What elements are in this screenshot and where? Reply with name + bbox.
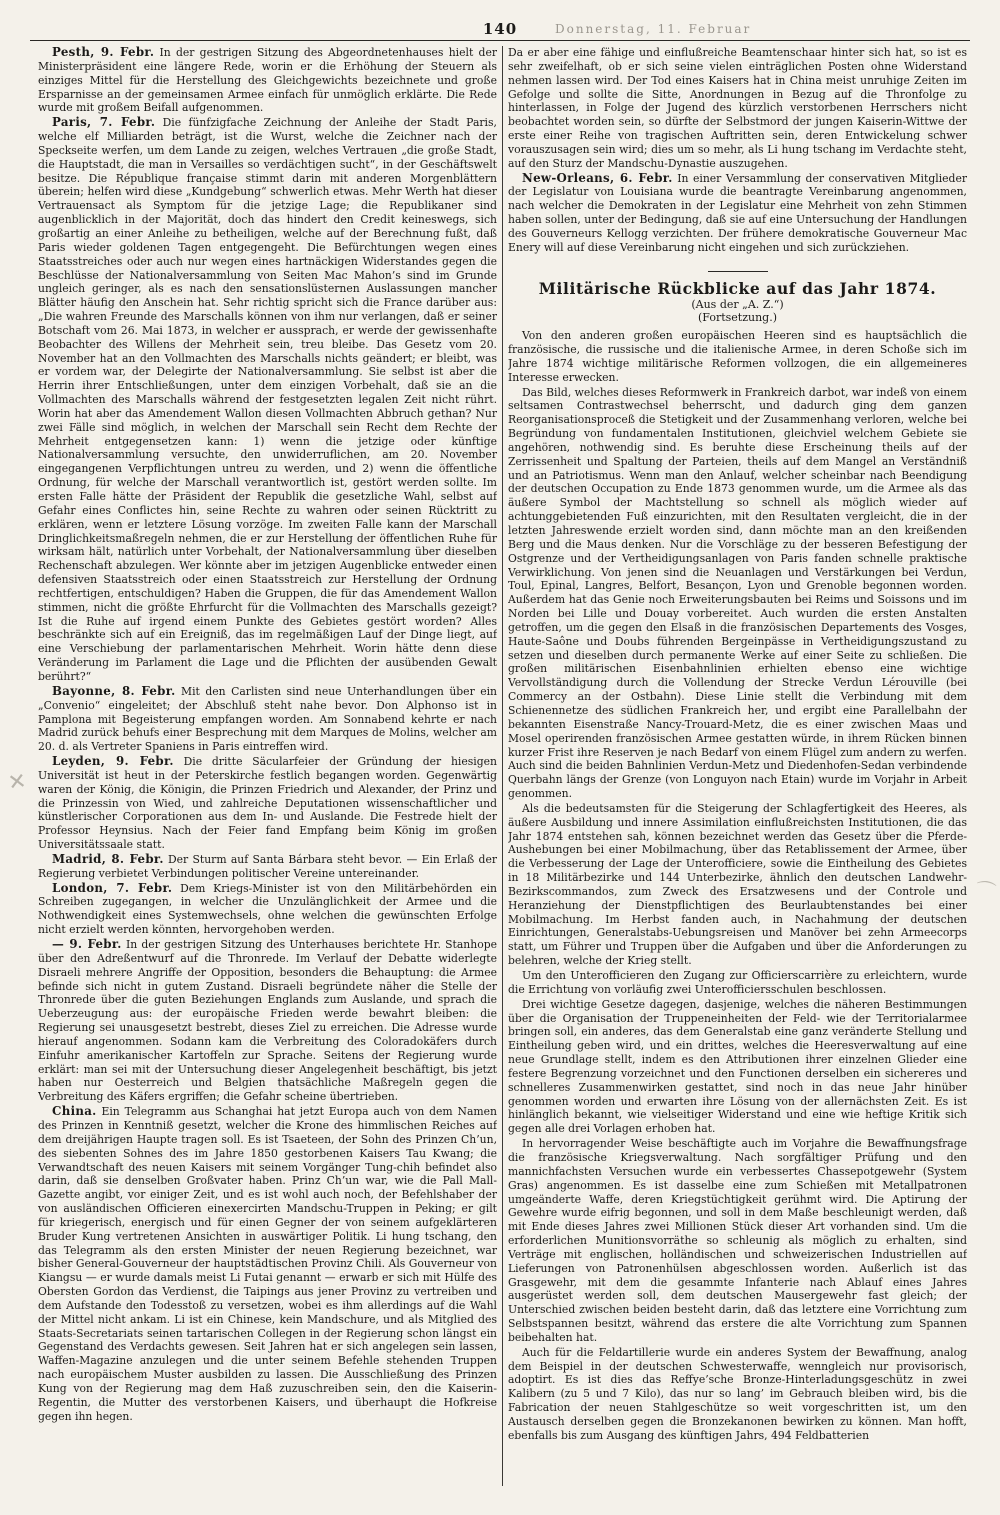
news-item xyxy=(38,853,497,881)
dateline: Madrid, 8. Febr. xyxy=(52,851,164,866)
news-text: Die dritte Säcularfeier der Gründung der hiesigen Universität ist heut in der Peterskirche festlich begangen worden. Gegenwärtig waren der König, die Königin, die Prinzen Friedrich und Alexander, der Prinz und die Prinzessin von Wied, und zahlreiche Deputationen wissenschaftlicher und künstlerischer Corporationen aus dem In- und Auslande. Die Festrede hielt der Professor Heynsius. Nach der Feier fand Empfang beim König im großen Universitätssaale statt. xyxy=(38,755,497,852)
news-item xyxy=(38,685,497,754)
margin-mark-right: ⌒ xyxy=(974,877,998,905)
section-paragraph: In hervorragender Weise beschäftigte auch im Vorjahre die Bewaffnungsfrage die französische Kriegsverwaltung. Nach sorgfältiger Prüfung und den mannichfachsten Versuchen wurde ein verbessertes Chassepotgewehr (System Gras) angenommen. Es ist dasselbe eine zum Schießen mit Metallpatronen umgeänderte Waffe, deren Kriegstüchtigkeit gerühmt wird. Die Aptirung der Gewehre wurde eifrig begonnen, und soll in dem Maße beschleunigt werden, daß mit Ende dieses Jahres zwei Millionen Stück dieser Art vorhanden sind. Um die erforderlichen Munitionsvorräthe so schleunig als möglich zu erhalten, sind Verträge mit englischen, holländischen und schweizerischen Industriellen auf Lieferungen von Patronenhülsen abgeschlossen worden. Außerlich ist das Grasgewehr, mit dem die gesammte Infanterie nach Ablauf eines Jahres ausgerüstet werden soll, dem deutschen Mausergewehr fast gleich; der Unterschied zwischen beiden besteht darin, daß das letztere eine Vorrichtung zum Selbstspannen besitzt, während das erstere die alte Vorrichtung zum Spannen beibehalten hat. xyxy=(508,1137,967,1344)
section-paragraph: Auch für die Feldartillerie wurde ein anderes System der Bewaffnung, analog dem Beispiel in der deutschen Schwesterwaffe, wenngleich nur provisorisch, adoptirt. Es ist dies das Reffye’sche Bronze-Hinterladungsgeschütz in zwei Kalibern (zu 5 und 7 Kilo), das nur so lang’ im Gebrauch bleiben wird, bis die Fabrication der neuen Stahlgeschütze so weit vorgeschritten ist, um den Austausch derselben gegen die Bronzekanonen bewirken zu können. Man hofft, ebenfalls bis zum Ausgang des künftigen Jahrs, 494 Feldbatterien xyxy=(508,1345,967,1442)
news-text: Ein Telegramm aus Schanghai hat jetzt Europa auch von dem Namen des Prinzen in Kenntniß gesetzt, welcher die Krone des himmlischen Reiches auf dem dreijährigen Haupte tragen soll. Es ist Tsaeteen, der Sohn des Prinzen Ch’un, des siebenten Sohnes des im Jahre 1850 gestorbenen Kaisers Tau Kwang; die Verwandtschaft des neuen Kaisers mit seinem Vorgänger Tung-chih befindet also darin, daß sie denselben Großvater haben. Prinz Ch’un war, wie die Pall Mall-Gazette angibt, vor einiger Zeit, und es ist wohl auch noch, der Befehlshaber der von ausländischen Officieren einexercirten Mandschu-Truppen in Peking; er gilt für kriegerisch, energisch und für einen Gegner der von seinem aufgeklärteren Bruder Kung vertretenen Ansichten in auswärtiger Politik. Li hung tschang, den das Telegramm als den ersten Minister der neuen Regierung bezeichnet, war bisher General-Gouverneur der hauptstädtischen Provinz Chili. Als Gouverneur von Kiangsu — er wurde damals meist Li Futai genannt — erwarb er sich mit Hülfe des Obersten Gordon das Verdienst, die Taipings aus jener Provinz zu vertreiben und dem Aufstande den Todesstoß zu versetzen, wobei es ihm allerdings auf die Wahl der Mittel nicht ankam. Li ist ein Chinese, kein Mandschure, und als Mitglied des Staats-Secretariats seinen tartarischen Collegen in der Regierung schon längst ein Gegenstand des Verdachts gewesen. Seit Jahren hat er sich angelegen sein lassen, Waffen-Magazine anzulegen und die unter seinem Befehle stehenden Truppen nach europäischem Muster ausbilden zu lassen. Die Ausschließung des Prinzen Kung von der Regierung mag dem Haß zuzuschreiben sein, den die Kaiserin-Regentin, die Mutter des verstorbenen Kaisers, und überhaupt die Hofkreise gegen ihn hegen. xyxy=(38,1105,497,1423)
dateline: London, 7. Febr. xyxy=(52,880,173,895)
news-text: Die fünfzigfache Zeichnung der Anleihe der Stadt Paris, welche elf Milliarden beträgt, ist die Wurst, welche die Zeichner nach der Speckseite werfen, um dem Lande zu zeigen, welches Vertrauen „die große Stadt, die Hauptstadt, die man in Versailles so verdächtigen sucht“, in der Geschäftswelt besitze. Die République française stimmt darin mit anderen Morgenblättern überein; helfen wird diese „Kundgebung“ schwerlich etwas. Mehr Werth hat dieser Vertrauensact als Symptom für die jetzige Lage; die Republikaner sind augenblicklich in der Majorität, doch das hindert den Credit keineswegs, sich großartig an einer Anleihe zu betheiligen, welche auf der Berechnung fußt, daß Paris wieder goldenen Tagen entgegengeht. Die Befürchtungen wegen eines Staatsstreiches oder auch nur wegen eines hartnäckigen Widerstandes gegen die Beschlüsse der Nationalversammlung von Seiten Mac Mahon’s sind im Grunde ungleich geringer, als es nach den sensationslüsternen Auslassungen mancher Blätter häufig den Anschein hat. Sehr richtig spricht sich die France darüber aus: „Die wahren Freunde des Marschalls können von ihm nur verlangen, daß er seiner Botschaft vom 26. Mai 1873, in welcher er aussprach, er werde der gewissenhafte Beobachter des Willens der Mehrheit sein, treu bleibe. Das Gesetz vom 20. November hat an den Vollmachten des Marschalls nichts geändert; er bleibt, was er vordem war, der Delegirte der Nationalversammlung. Sie selbst ist aber die Herrin ihrer Entschließungen, unter dem einzigen Vorbehalt, daß sie an die Vollmachten des Marschalls während der festgesetzten legalen Zeit nicht rührt. Worin hat aber das Amendement Wallon diesen Vollmachten Abbruch gethan? Nur zwei Fälle sind möglich, in welchen der Marschall sein Recht dem Rechte der Mehrheit entgegensetzen kann: 1) wenn die jetzige oder künftige Nationalversammlung versuchte, den unwiderruflichen, am 20. November eingegangenen Verpflichtungen untreu zu werden, und 2) wenn die öffentliche Ordnung, für welche der Marschall verantwortlich ist, gestört werden sollte. Im ersten Falle hätte der Präsident der Republik die gesetzliche Wahl, selbst auf Gefahr eines Conflictes hin, seine Rechte zu wahren oder seinen Rücktritt zu erklären, wenn er letztere Lösung vorzöge. Im zweiten Falle kann der Marschall Dringlichkeitsmaßregeln nehmen, die er zur Herstellung der öffentlichen Ruhe für wirksam hält, natürlich unter Vorbehalt, der Nationalversammlung über dieselben Rechenschaft abzulegen. Wer könnte aber im jetzigen Augenblicke entweder einen defensiven Staatsstreich oder einen Staatsstreich zur Herstellung der Ordnung rechtfertigen, entschuldigen? Haben die Gruppen, die für das Amendement Wallon stimmen, nicht die größte Ehrfurcht für die Vollmachten des Marschalls gezeigt? Ist die Ruhe auf irgend einem Punkte des Gebietes gestört worden? Alles beschränkte sich auf ein Ereigniß, das im regelmäßigen Lauf der Dinge liegt, auf eine Verschiebung der parlamentarischen Mehrheit. Worin hätte denn diese Veränderung im Parlament die Lage und die Pflichten der ausübenden Gewalt berührt?“ xyxy=(38,116,497,683)
section-paragraph: Als die bedeutsamsten für die Steigerung der Schlagfertigkeit des Heeres, als äußere Ausbildung und innere Assimilation einflußreichsten Institutionen, die das Jahr 1874 entstehen sah, können bezeichnet werden das Gesetz über die Pferde-Aushebungen bei einer Mobilmachung, über das Retablissement der Armee, über die Verbesserung der Lage der Unterofficiere, sowie die Eintheilung des Gebietes in 18 Militärbezirke und 144 Unterbezirke, ähnlich den deutschen Landwehr-Bezirkscommandos, zum Zweck des Ersatzwesens und der Controle und Heranziehung der Dienstpflichtigen des Beurlaubtenstandes bei einer Mobilmachung. Im Herbst fanden auch, in Nachahmung der deutschen Einrichtungen, Generalstabs-Uebungsreisen und Manöver bei zehn Armeecorps statt, um Führer und Truppen über die Aufgaben und über die Anforderungen zu belehren, welche der Krieg stellt. xyxy=(508,801,967,968)
news-text: In einer Versammlung der conservativen Mitglieder der Legislatur von Louisiana wurde die beantragte Vereinbarung angenommen, nach welcher die Demokraten in der Legislatur eine Mehrheit von zehn Stimmen haben sollen, unter der Bedingung, daß sie auf eine Untersuchung der Handlungen des Gouverneurs Kellogg verzichten. Der frühere demokratische Gouverneur Mac Enery will auf diese Vereinbarung nicht eingehen und sich zurückziehen. xyxy=(508,171,967,254)
dateline: China. xyxy=(52,1104,97,1119)
header-ghost-text: Donnerstag, 11. Februar xyxy=(555,22,752,36)
news-item xyxy=(38,116,497,684)
news-item xyxy=(38,1105,497,1423)
news-text: In der gestrigen Sitzung des Unterhauses berichtete Hr. Stanhope über den Adreßentwurf auf die Thronrede. Im Verlauf der Debatte widerlegte Disraeli mehrere Angriffe der Opposition, besonders die Behauptung: die Armee befinde sich nicht in gutem Zustand. Disraeli begründete näher die Stelle der Thronrede über die guten Beziehungen Englands zum Auslande, und sprach die Ueberzeugung aus: der europäische Frieden werde bewahrt bleiben: die Regierung sei unausgesetzt bestrebt, dieses Ziel zu erreichen. Die Adresse wurde hierauf angenommen. Sodann kam die Verbreitung des Coloradokäfers durch Einfuhr amerikanischer Kartoffeln zur Sprache. Seitens der Regierung wurde erklärt: man sei mit der Untersuchung dieser Angelegenheit beschäftigt, bis jetzt haben nur Oesterreich und Belgien thatsächliche Maßregeln gegen die Verbreitung des Käfers ergriffen; die Gefahr scheine übertrieben. xyxy=(38,938,497,1104)
page-number: 140 xyxy=(482,20,518,38)
section-paragraph: Von den anderen großen europäischen Heeren sind es hauptsächlich die französische, die russische und die italienische Armee, in deren Schoße sich im Jahre 1874 wichtige militärische Reformen vollzogen, die ein allgemeineres Interesse erwecken. xyxy=(508,329,967,384)
news-text: Da er aber eine fähige und einflußreiche Beamtenschaar hinter sich hat, so ist es sehr zweifelhaft, ob er sich seine vielen einträglichen Posten ohne Widerstand nehmen lassen wird. Der Tod eines Kaisers hat in China meist unruhige Zeiten im Gefolge und sollte die Sitte, Anordnungen in Bezug auf die Thronfolge zu hinterlassen, in Folge der Jugend des kürzlich verstorbenen Herrschers nicht beobachtet worden sein, so dürfte der Selbstmord der jungen Kaiserin-Wittwe der erste einer Reihe von tragischen Auftritten sein, deren Entwickelung schwer vorauszusagen sein wird; dies um so mehr, als Li hung tschang im Verdachte steht, auf den Sturz der Mandschu-Dynastie auszugehen. xyxy=(508,46,967,170)
header-rule xyxy=(30,40,970,41)
news-text: Der Sturm auf Santa Bárbara steht bevor. — Ein Erlaß der Regierung verbietet Verbindungen politischer Vereine untereinander. xyxy=(38,852,497,880)
column-divider xyxy=(502,46,503,1486)
dateline: Leyden, 9. Febr. xyxy=(52,754,174,769)
margin-mark-left: ✕ xyxy=(6,768,29,797)
section-paragraph: Um den Unterofficieren den Zugang zur Officierscarrière zu erleichtern, wurde die Errichtung von vorläufig zwei Unterofficiersschulen beschlossen. xyxy=(508,969,967,996)
section-separator xyxy=(708,271,768,272)
news-text: Mit den Carlisten sind neue Unterhandlungen über ein „Convenio“ eingeleitet; der Abschluß steht nahe bevor. Don Alphonso ist in Pamplona mit Begeisterung empfangen worden. Am Sonnabend kehrte er nach Madrid zurück behufs einer Besprechung mit dem Marques de Molins, welcher am 20. d. als Vertreter Spaniens in Paris eintreffen wird. xyxy=(38,684,497,754)
dateline: Pesth, 9. Febr. xyxy=(52,46,155,59)
dateline: New-Orleans, 6. Febr. xyxy=(522,170,673,185)
dateline: Bayonne, 8. Febr. xyxy=(52,683,176,698)
news-item xyxy=(38,938,497,1104)
news-item xyxy=(508,46,967,171)
news-item xyxy=(508,172,967,255)
news-item xyxy=(38,882,497,937)
news-text: Dem Kriegs-Minister ist von den Militärbehörden ein Schreiben zugegangen, in welcher die Unzulänglichkeit der Armee und die Nothwendigkeit eines Systemwechsels, ohne welchen die gewünschten Erfolge nicht erzielt werden könnten, hervorgehoben werden. xyxy=(38,881,497,937)
dateline: — 9. Febr. xyxy=(52,937,122,951)
news-item xyxy=(38,46,497,115)
news-item xyxy=(38,755,497,852)
right-column xyxy=(508,46,967,1501)
dateline: Paris, 7. Febr. xyxy=(52,115,156,130)
section-source: (Aus der „A. Z.“) xyxy=(691,297,784,311)
section-title: Militärische Rückblicke auf das Jahr 1874. xyxy=(538,278,937,298)
section-paragraph: Drei wichtige Gesetze dagegen, dasjenige, welches die näheren Bestimmungen über die Organisation der Truppeneinheiten der Feld- wie der Territorialarmee bringen soll, ein anderes, das dem Generalstab eine ganz veränderte Stellung und Eintheilung geben wird, und ein drittes, welches die Heeresverwaltung auf eine neue Grundlage stellt, indem es den Attributionen ihrer einzelnen Glieder eine festere Begrenzung vorzeichnet und den Functionen derselben ein sichereres und schnelleres Zusammenwirken gestattet, sind noch in das neue Jahr hinüber genommen worden und erwarten ihre Lösung von der allernächsten Zeit. Es ist hinlänglich bekannt, wie vielseitiger Widerstand und eine wie heftige Kritik sich gegen alle drei Vorlagen erhoben hat. xyxy=(508,997,967,1136)
left-column xyxy=(38,46,497,1501)
news-text: In der gestrigen Sitzung des Abgeordnetenhauses hielt der Ministerpräsident eine längere Rede, worin er die Erhöhung der Steuern als einziges Mittel für die Herstellung des Gleichgewichts bezeichnete und große Ersparnisse an der gemeinsamen Armee einfach für unmöglich erklärte. Die Rede wurde mit großem Beifall aufgenommen. xyxy=(38,46,497,115)
section-continuation: (Fortsetzung.) xyxy=(698,311,777,325)
section-paragraph: Das Bild, welches dieses Reformwerk in Frankreich darbot, war indeß von einem seltsamen Contrastwechsel beherrscht, und dadurch ging dem ganzen Reorganisationsproceß die Stetigkeit und der Zusammenhang verloren, welche bei Begründung von fundamentalen Institutionen, gleichviel welchem Gebiete sie angehören, nothwendig sind. Es beruhte diese Erscheinung theils auf der Zerrissenheit und Spaltung der Parteien, theils auf dem Mangel an Verständniß und an Patriotismus. Wenn man den Anlauf, welcher scheinbar nach Beendigung der deutschen Occupation zu Ende 1873 genommen wurde, um die Armee als das äußere Symbol der Machtstellung so schnell als möglich wieder auf achtunggebietenden Fuß einzurichten, mit den Resultaten vergleicht, die in der letzten Jahreswende erzielt worden sind, dann möchte man an den kreißenden Berg und die Maus denken. Nur die Vorschläge zu der besseren Befestigung der Ostgrenze und der Vertheidigungsanlagen von Paris fanden schnelle praktische Verwirklichung. Von jenen sind die Neuanlagen und Verstärkungen bei Verdun, Toul, Epinal, Langres, Belfort, Besançon, Lyon und Grenoble begonnen worden. Außerdem hat das Genie noch Erweiterungsbauten bei Reims und Soissons und im Norden bei Lille und Douay vorbereitet. Auch wurden die ersten Anstalten getroffen, um die gegen den Elsaß in die französischen Departements des Vosges, Haute-Saône und Doubs führenden Bergeinpässe in Vertheidigungszustand zu setzen und dieselben durch permanente Werke auf einer Seite zu schließen. Die großen militärischen Eisenbahnlinien erhielten ebenso eine wichtige Vervollständigung durch die Vollendung der Strecke Verdun Lérouville (bei Commercy an der Ostbahn). Diese Linie stellt die Verbindung mit dem Schienennetze des südlichen Frankreich her, und ergibt eine Parallelbahn der bekannten Eisenstraße Nancy-Trouard-Metz, die es einer zwischen Maas und Mosel operirenden französischen Armee gestatten würde, in ihrem Rücken binnen kurzer Frist ihre Reserven je nach Bedarf von einem Flügel zum andern zu werfen. Auch sind die beiden Bahnlinien Verdun-Metz und Diedenhofen-Sedan verbindende Querbahn längs der Grenze (von Longuyon nach Etain) wurde im Vorjahr in Arbeit genommen. xyxy=(508,385,967,801)
